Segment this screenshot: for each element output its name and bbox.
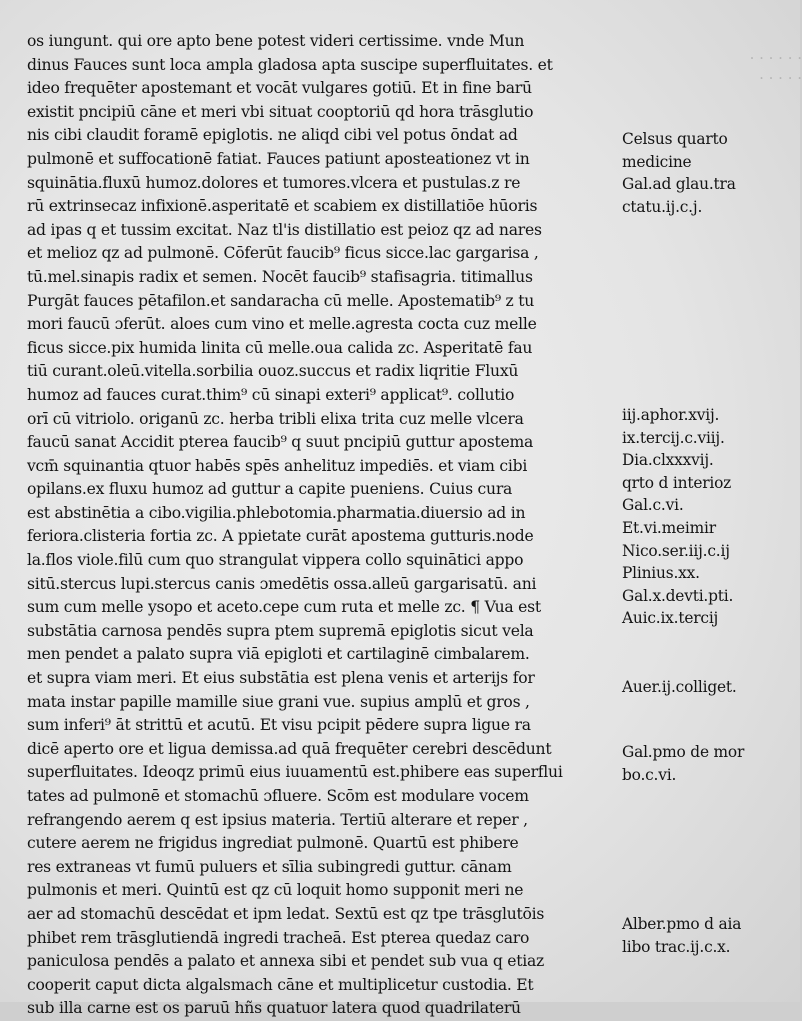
text-line: ficus sicce.pix humida linita cū melle.oua calida zc. Asperitatē fau xyxy=(27,338,533,357)
margin-note-line: Auic.ix.tercij xyxy=(622,609,719,628)
margin-note-line: Alber.pmo d aia xyxy=(622,915,742,933)
margin-note-line: iij.aphor.xvij. xyxy=(622,406,720,424)
margin-note-line: Nico.ser.iij.c.ij xyxy=(622,541,730,560)
text-line: cutere aerem ne frigidus ingrediat pulmonē. Quartū est phibere xyxy=(27,834,519,853)
text-line: humoz ad fauces curat.thim⁹ cū sinapi exteri⁹ applicat⁹. collutio xyxy=(27,385,515,404)
text-line: paniculosa pendēs a palato et annexa sibi et pendet sub vua q etiaz xyxy=(27,952,545,971)
text-line: feriora.clisteria fortia zc. A ppietate curāt apostema gutturis.node xyxy=(27,527,534,546)
margin-note xyxy=(622,676,737,699)
text-line: os iungunt. qui ore apto bene potest videri certissime. vnde Mun xyxy=(27,32,525,50)
text-line: orī cū vitriolo. origanū zc. herba tribli elixa trita cuz melle vlcera xyxy=(27,409,524,428)
margin-note-line: Auer.ij.colliget. xyxy=(622,678,737,696)
margin-note xyxy=(622,741,744,786)
text-line: ideo frequēter apostemant et vocāt vulgares gotiū. Et in fine barū xyxy=(27,79,532,98)
margin-note-line: Gal.pmo de mor xyxy=(622,743,745,761)
margin-note xyxy=(622,128,736,218)
text-line: sitū.stercus lupi.stercus canis ɔmedētis ossa.alleū gargarisatū. ani xyxy=(27,574,537,593)
margin-note-line: libo trac.ij.c.x. xyxy=(622,937,731,956)
margin-note-line: Plinius.xx. xyxy=(622,564,700,583)
margin-note-line: Gal.c.vi. xyxy=(622,496,684,515)
bleed-through-text: · · · · · · · · · · · xyxy=(749,49,802,87)
text-line: phibet rem trāsglutiendā ingredi tracheā. Est pterea quedaz caro xyxy=(27,928,530,947)
text-line: et melioz qz ad pulmonē. Cōferūt faucib⁹ ficus sicce.lac gargarisa , xyxy=(27,244,539,263)
text-line: pulmonis et meri. Quintū est qz cū loquit homo supponit meri ne xyxy=(27,881,524,900)
text-line: ad ipas q et tussim excitat. Naz tl'is distillatio est peioz qz ad nares xyxy=(27,220,542,239)
text-line: men pendet a palato supra viā epigloti et cartilaginē cimbalarem. xyxy=(27,645,530,664)
text-line: la.flos viole.filū cum quo strangulat vippera collo squinātici appo xyxy=(27,551,524,570)
text-line: sum cum melle ysopo et aceto.cepe cum ruta et melle zc. ¶ Vua est xyxy=(27,598,541,617)
margin-note-line: bo.c.vi. xyxy=(622,765,677,784)
text-line: Purgāt fauces pētafilon.et sandaracha cū melle. Apostematib⁹ z tu xyxy=(27,291,535,310)
margin-notes-column xyxy=(622,0,800,1002)
margin-note xyxy=(622,404,733,630)
text-line: rū extrinsecaz infixionē.asperitatē et scabiem ex distillatiōe hūoris xyxy=(27,197,538,216)
text-line: aer ad stomachū descēdat et ipm ledat. Sextū est qz tpe trāsglutōis xyxy=(27,904,545,923)
text-line: res extraneas vt fumū puluers et sīlia subingredi guttur. cānam xyxy=(27,857,512,876)
text-line: tū.mel.sinapis radix et semen. Nocēt faucib⁹ stafisagria. titimallus xyxy=(27,267,533,286)
text-line: mori faucū ɔferūt. aloes cum vino et melle.agresta cocta cuz melle xyxy=(27,315,537,334)
margin-note-line: medicine xyxy=(622,152,692,171)
text-line: substātia carnosa pendēs supra ptem supremā epiglotis sicut vela xyxy=(27,621,534,640)
margin-note-line: Celsus quarto xyxy=(622,130,728,148)
text-line: existit pncipiū cāne et meri vbi situat cooptoriū qd hora trāsglutio xyxy=(27,102,534,121)
text-line: vcm̄ squinantia qtuor habēs spēs anhelituz impediēs. et viam cibi xyxy=(27,456,528,475)
margin-note-line: ctatu.ij.c.j. xyxy=(622,197,703,216)
main-text-column xyxy=(27,30,610,1021)
text-line: nis cibi claudit foramē epiglotis. ne aliqd cibi vel potus ōndat ad xyxy=(27,126,518,145)
margin-note-line: ix.tercij.c.viij. xyxy=(622,428,725,447)
text-line: pulmonē et suffocationē fatiat. Fauces patiunt aposteationez vt in xyxy=(27,149,530,168)
text-line: faucū sanat Accidit pterea faucib⁹ q suut pncipiū guttur apostema xyxy=(27,433,534,452)
text-line: dinus Fauces sunt loca ampla gladosa apta suscipe superfluitates. et xyxy=(27,55,553,74)
text-line: opilans.ex fluxu humoz ad guttur a capite pueniens. Cuius cura xyxy=(27,480,513,499)
text-line: refrangendo aerem q est ipsius materia. Tertiū alterare et reper , xyxy=(27,810,528,829)
margin-note-line: Gal.x.devti.pti. xyxy=(622,586,734,605)
margin-note xyxy=(622,913,741,958)
margin-note-line: qrto d interioz xyxy=(622,473,732,492)
text-line: dicē aperto ore et ligua demissa.ad quā frequēter cerebri descēdunt xyxy=(27,739,552,758)
text-line: mata instar papille mamille siue grani vue. supius amplū et gros , xyxy=(27,692,530,711)
text-line: est abstinētia a cibo.vigilia.phlebotomia.pharmatia.diuersio ad in xyxy=(27,503,526,522)
text-line: sub illa carne est os paruū hñs quatuor latera quod quadrilaterū xyxy=(27,999,521,1018)
text-line: tiū curant.oleū.vitella.sorbilia ouoz.succus et radix liqritie Fluxū xyxy=(27,362,519,381)
margin-note-line: Dia.clxxxvij. xyxy=(622,451,714,470)
text-line: tates ad pulmonē et stomachū ɔfluere. Scōm est modulare vocem xyxy=(27,787,529,805)
margin-note-line: Et.vi.meimir xyxy=(622,518,716,537)
text-line: et supra viam meri. Et eius substātia est plena venis et arterijs for xyxy=(27,669,535,688)
margin-note-line: Gal.ad glau.tra xyxy=(622,175,736,194)
text-line: squinātia.fluxū humoz.dolores et tumores.vlcera et pustulas.z re xyxy=(27,173,521,192)
text-line: superfluitates. Ideoqz primū eius iuuamentū est.phibere eas superflui xyxy=(27,763,563,782)
text-line: cooperit caput dicta algalsmach cāne et multiplicetur custodia. Et xyxy=(27,975,534,994)
text-line: sum inferi⁹ āt strittū et acutū. Et visu pcipit pēdere supra ligue ra xyxy=(27,716,531,735)
